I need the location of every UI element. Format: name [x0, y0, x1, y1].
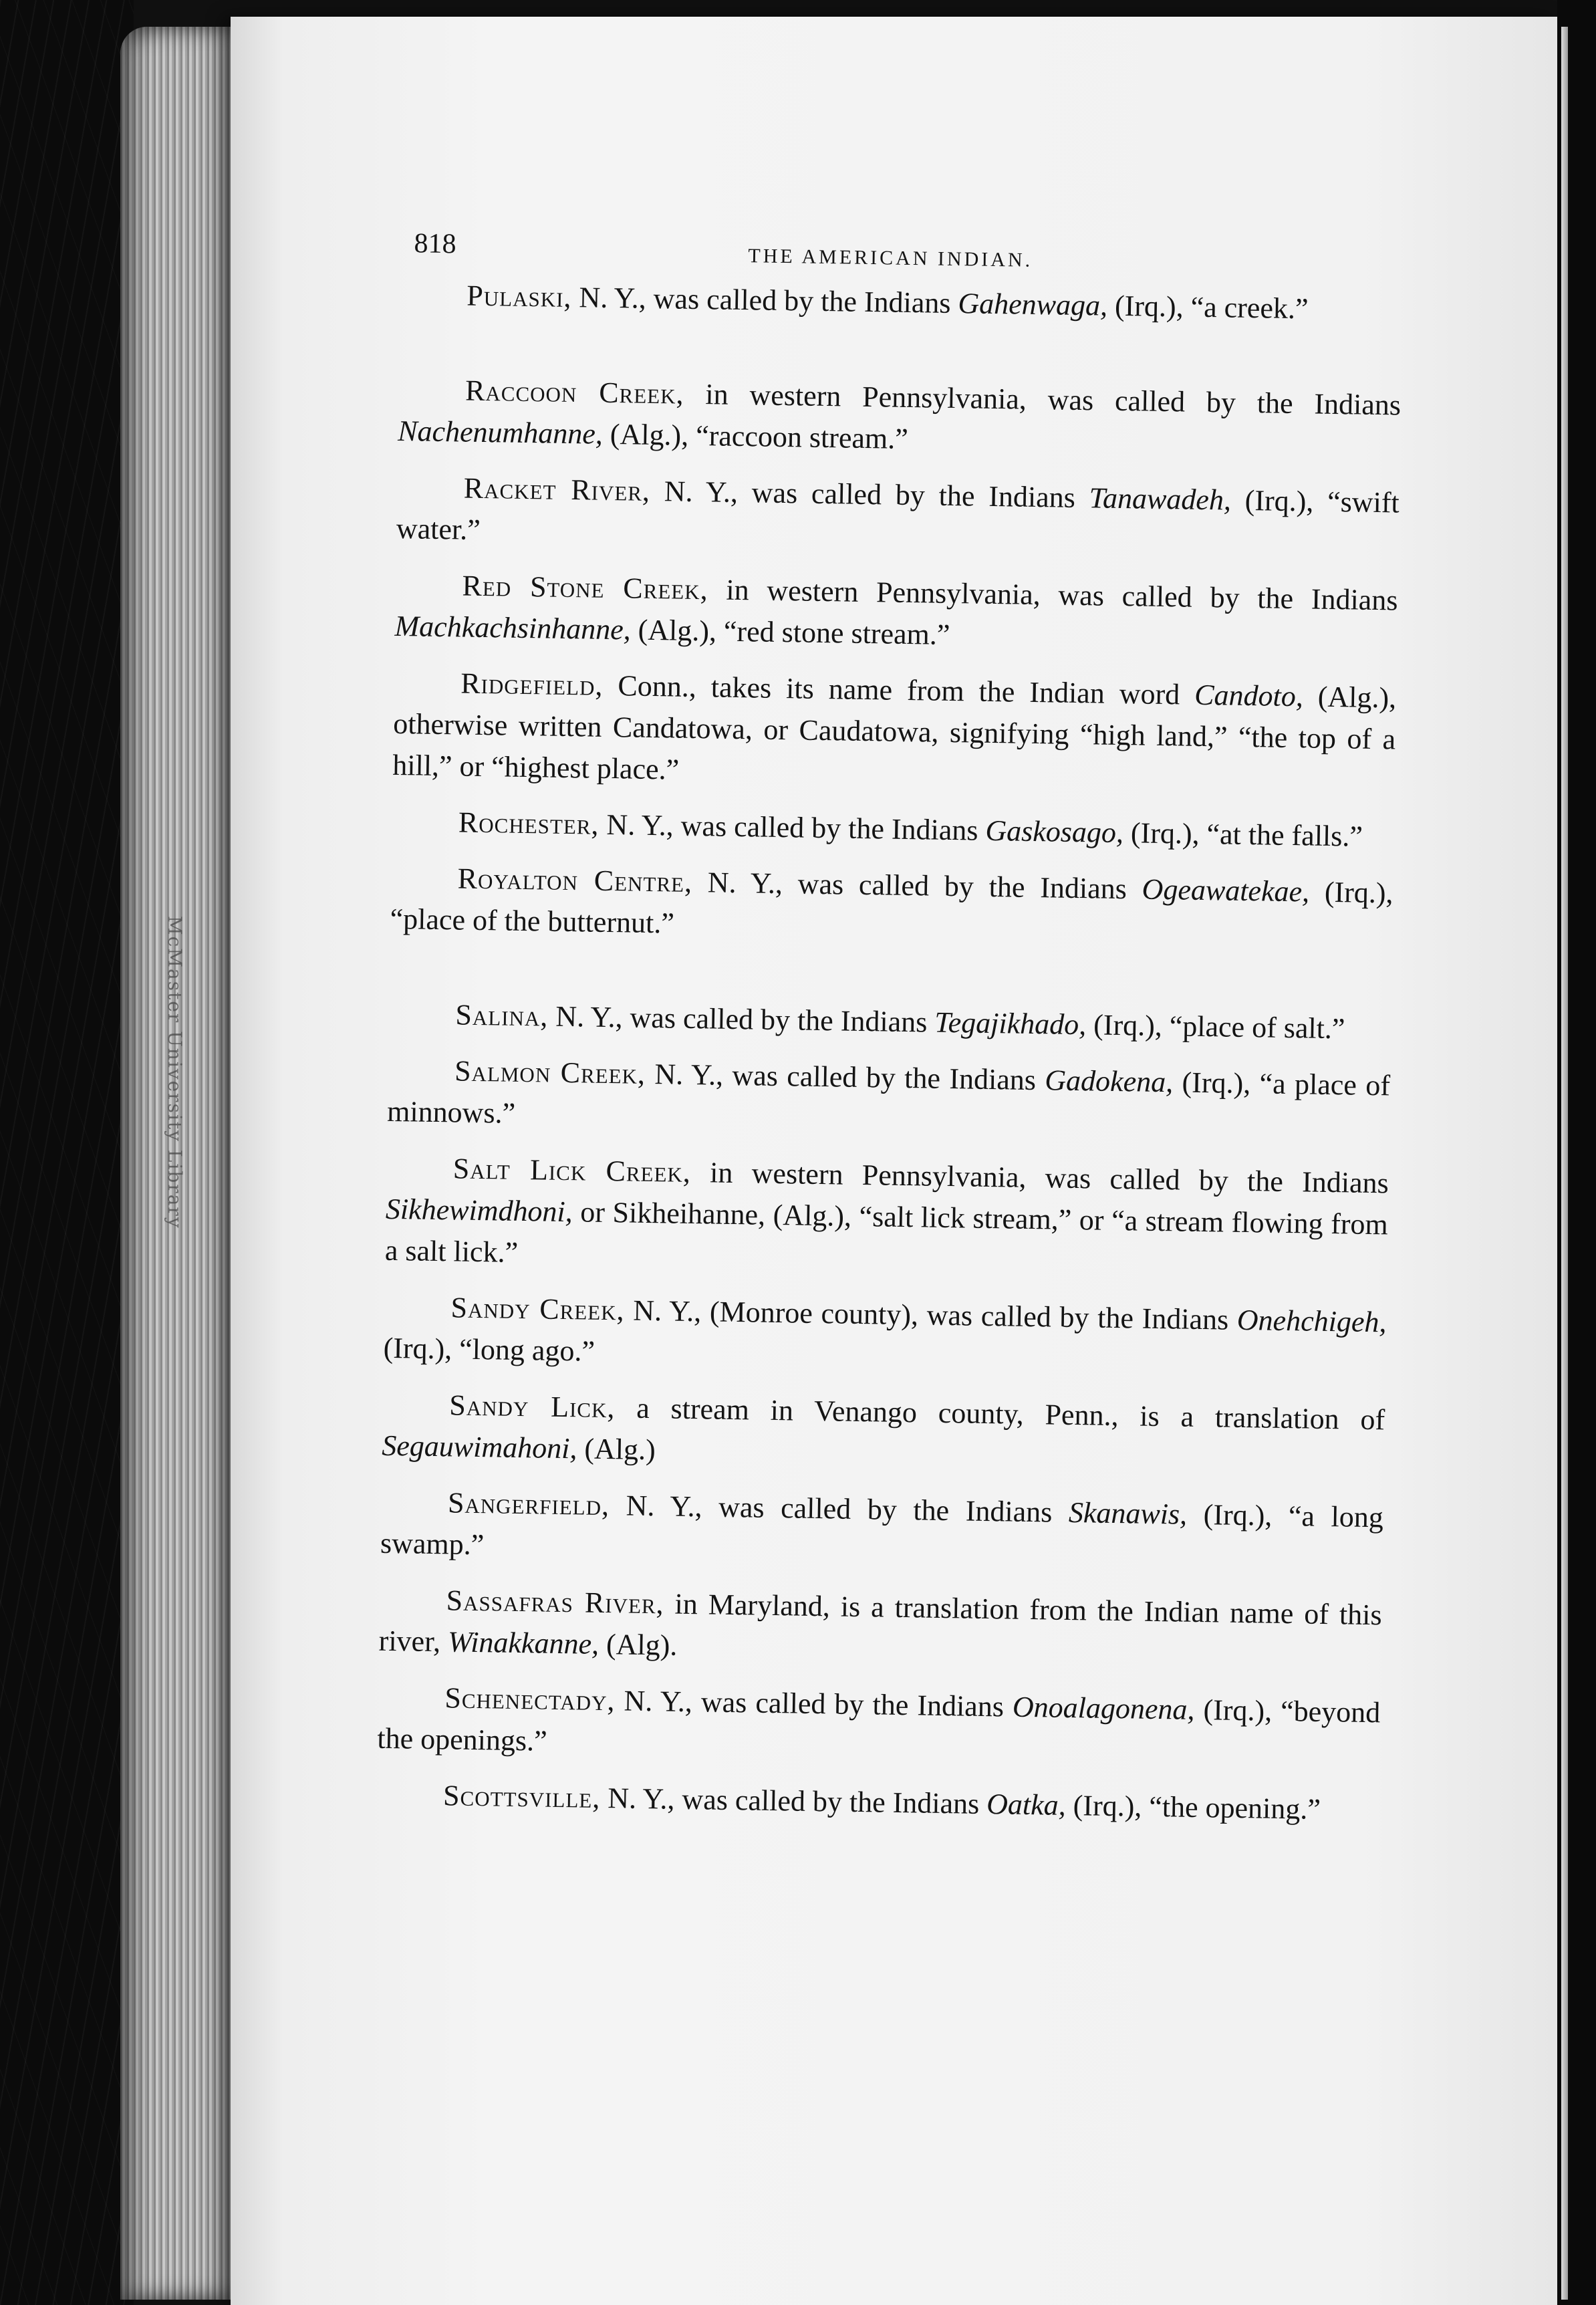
entry-text: N. Y., was called by the Indians — [650, 474, 1090, 515]
place-name: Sangerfield, — [447, 1486, 610, 1522]
entry-text: (Irq.), “place of salt.” — [1085, 1008, 1345, 1046]
entry-red-stone-creek — [394, 564, 1398, 663]
place-name: Sandy Lick, — [448, 1388, 616, 1425]
entry-text: Conn., takes its name from the Indian word — [603, 669, 1195, 711]
indian-name: Tanawadeh, — [1089, 481, 1232, 517]
place-name: Royalton Centre, — [457, 862, 693, 898]
dark-background — [0, 0, 134, 2305]
indian-name: Gaskosago, — [985, 814, 1124, 850]
entry-royalton-centre — [390, 857, 1393, 956]
entry-text: (Irq.), “long ago.” — [383, 1331, 595, 1368]
running-title: THE AMERICAN INDIAN. — [748, 245, 1033, 271]
entry-sangerfield — [380, 1481, 1384, 1580]
entry-raccoon-creek — [398, 369, 1402, 468]
indian-name: Tegajikhado, — [934, 1005, 1087, 1042]
entry-text: (Alg). — [598, 1627, 678, 1662]
entry-text: (Irq.), “place of the butternut.” — [390, 875, 1393, 940]
indian-name: Ogeawatekae, — [1142, 872, 1310, 908]
entry-text: N. Y., was called by the Indians — [615, 1684, 1013, 1723]
place-name: Salina, — [455, 998, 549, 1033]
place-name: Sassafras River, — [446, 1584, 665, 1620]
place-name: Schenectady, — [444, 1681, 616, 1717]
entry-text: (Irq.), “a long swamp.” — [380, 1497, 1384, 1562]
place-name: Scottsville, — [442, 1779, 601, 1814]
entry-text: (Irq.), “a creek.” — [1107, 289, 1309, 326]
indian-name: Segauwimahoni, — [381, 1429, 577, 1465]
entry-schenectady — [377, 1677, 1381, 1776]
library-edge-stamp: McMaster University Library — [164, 916, 186, 1229]
entry-text: N. Y., was called by the Indians — [548, 999, 935, 1039]
entry-text: (Irq.), “a place of minnows.” — [386, 1066, 1391, 1130]
place-name: Rochester, — [458, 806, 600, 841]
entry-text: (Irq.), “at the falls.” — [1123, 816, 1363, 853]
indian-name: Gahenwaga, — [958, 287, 1108, 322]
entry-salmon-creek — [387, 1050, 1391, 1148]
place-name: Salt Lick Creek, — [452, 1152, 692, 1189]
indian-name: Oatka, — [986, 1788, 1067, 1822]
indian-name: Onoalagonena, — [1012, 1690, 1195, 1726]
place-name: Racket River, — [463, 471, 651, 507]
entry-text: (Irq.), “swift water.” — [396, 483, 1400, 546]
entry-salina — [388, 993, 1391, 1051]
entry-text: N. Y., was called by the Indians — [600, 1781, 987, 1821]
indian-name: Nachenumhanne, — [397, 414, 604, 451]
entry-text: N. Y., was called by the Indians — [692, 865, 1143, 906]
entry-text: (Irq.), “beyond the openings.” — [377, 1693, 1381, 1757]
entry-text: (Irq.), “the opening.” — [1065, 1788, 1321, 1826]
entry-text: (Alg.) — [577, 1432, 656, 1467]
entry-sandy-lick — [382, 1384, 1385, 1483]
entry-racket-river — [396, 467, 1400, 566]
indian-name: Machkachsinhanne, — [394, 609, 632, 646]
indian-name: Candoto, — [1194, 678, 1304, 713]
place-name: Sandy Creek, — [450, 1291, 625, 1327]
indian-name: Gadokena, — [1044, 1064, 1174, 1099]
entry-text: N. Y., was called by the Indians — [645, 1057, 1045, 1097]
entry-text: N. Y., was called by the Indians — [599, 808, 986, 847]
place-name: Raccoon Creek, — [464, 374, 684, 410]
entry-text: or Sikheihanne, (Alg.), “salt lick stream,” or “a stream flowing from a salt lick.” — [384, 1195, 1389, 1269]
entry-text: (Alg.), “red stone stream.” — [630, 613, 950, 651]
entry-text: N. Y., was called by the Indians — [609, 1489, 1069, 1529]
entry-ridgefield — [392, 662, 1397, 802]
entry-rochester — [392, 801, 1395, 858]
place-name: Salmon Creek, — [454, 1054, 646, 1090]
entry-scottsville — [376, 1774, 1379, 1832]
place-name: Red Stone Creek, — [462, 569, 709, 606]
entry-text: a stream in Venango county, Penn., is a translation of — [615, 1391, 1385, 1437]
entry-text: in western Pennsylvania, was called by the Indians — [690, 1155, 1389, 1200]
next-page-edge — [1561, 27, 1568, 2300]
entry-text: in Maryland, is a translation from the Indian name of this river, — [378, 1587, 1382, 1659]
indian-name: Skanawis, — [1068, 1495, 1188, 1531]
entry-text: in western Pennsylvania, was called by the Indians — [708, 573, 1398, 617]
entry-text: N. Y., (Monroe county), was called by the Indians — [624, 1294, 1238, 1336]
indian-name: Winakkanne, — [447, 1625, 600, 1661]
indian-name: Onehchigeh, — [1236, 1303, 1387, 1339]
entry-sassafras-river — [378, 1579, 1382, 1678]
entry-text: N. Y., was called by the Indians — [571, 281, 958, 320]
entry-sandy-creek — [383, 1286, 1387, 1385]
entry-text: in western Pennsylvania, was called by the Indians — [684, 377, 1402, 422]
place-name: Ridgefield, — [460, 666, 604, 702]
page-text-block — [376, 227, 1403, 1846]
entry-text: (Alg.), “raccoon stream.” — [602, 417, 909, 455]
entry-salt-lick-creek — [384, 1147, 1389, 1288]
indian-name: Sikhewimdhoni, — [385, 1192, 573, 1229]
place-name: Pulaski, — [467, 279, 572, 314]
entry-text: (Alg.), otherwise written Candatowa, or Caudatowa, signifying “high land,” “the top of a hill,” or “highest place.” — [392, 680, 1397, 786]
page-number: 818 — [414, 228, 456, 260]
